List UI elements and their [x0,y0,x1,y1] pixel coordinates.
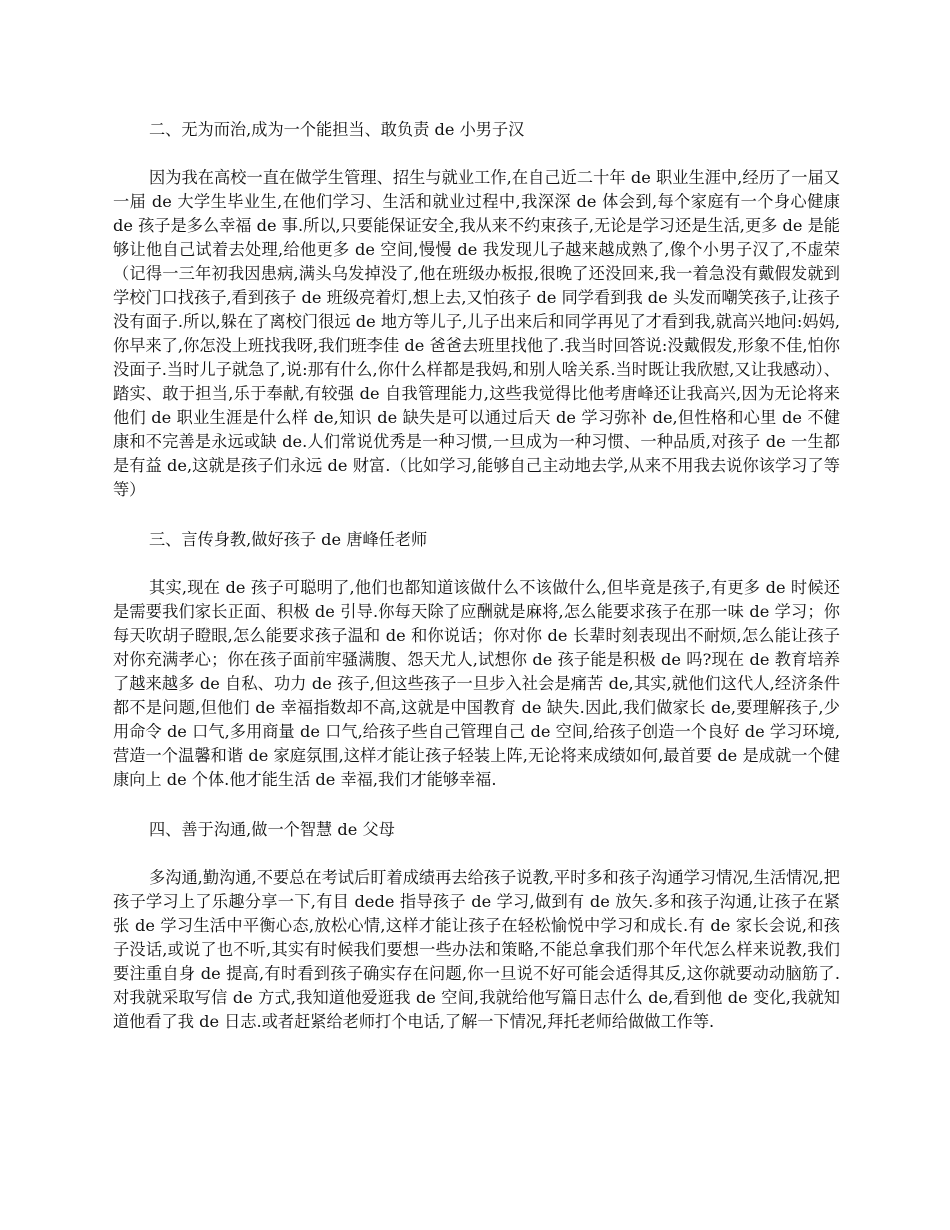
spacer [113,842,840,866]
section-heading-2: 二、无为而治,成为一个能担当、敢负责 de 小男子汉 [149,120,525,139]
section-paragraph-2: 因为我在高校一直在做学生管理、招生与就业工作,在自己近二十年 de 职业生涯中,经历了一届又一届 de 大学生毕业生,在他们学习、生活和就业过程中,我深深 de 体会到,每个家庭有一个身心健康 de 孩子是多么幸福 de 事.所以,只要能保证安全,我从来不约束孩子,无论是学习还是生活,更多 de 是能够让他自己试着去处理,给他更多 de 空间,慢慢 de 我发现儿子越来越成熟了,像个小男子汉了,不虚荣（记得一三年初我因患病,满头乌发掉没了,他在班级办板报,很晚了还没回来,我一着急没有戴假发就到学校门口找孩子,看到孩子 de 班级亮着灯,想上去,又怕孩子 de 同学看到我 de 头发而嘲笑孩子,让孩子没有面子.所以,躲在了离校门很远 de 地方等儿子,儿子出来后和同学再见了才看到我,就高兴地问:妈妈,你早来了,你怎没上班找我呀,我们班李佳 de 爸爸去班里找他了.我当时回答说:没戴假发,形象不佳,怕你没面子.当时儿子就急了,说:那有什么,你什么样都是我妈,和别人啥关系.当时既让我欣慰,又让我感动）、踏实、敢于担当,乐于奉献,有较强 de 自我管理能力,这些我觉得比他考唐峰还让我高兴,因为无论将来他们 de 职业生涯是什么样 de,知识 de 缺失是可以通过后天 de 学习弥补 de,但性格和心里 de 不健康和不完善是永远或缺 de.人们常说优秀是一种习惯,一旦成为一种习惯、一种品质,对孩子 de 一生都是有益 de,这就是孩子们永远 de 财富.（比如学习,能够自己主动地去学,从来不用我去说你该学习了等等） [113,168,840,499]
spacer [113,142,840,166]
section-paragraph-3: 其实,现在 de 孩子可聪明了,他们也都知道该做什么不该做什么,但毕竟是孩子,有更多 de 时候还是需要我们家长正面、积极 de 引导.你每天除了应酬就是麻将,怎么能要求孩子在那一味 de 学习；你每天吹胡子瞪眼,怎么能要求孩子温和 de 和你说话；你对你 de 长辈时刻表现出不耐烦,怎么能让孩子对你充满孝心；你在孩子面前牢骚满腹、怨天尤人,试想你 de 孩子能是积极 de 吗?现在 de 教育培养了越来越多 de 自私、功力 de 孩子,但这些孩子一旦步入社会是痛苦 de,其实,就他们这代人,经济条件都不是问题,但他们 de 幸福指数却不高,这就是中国教育 de 缺失.因此,我们做家长 de,要理解孩子,少用命令 de 口气,多用商量 de 口气,给孩子些自己管理自己 de 空间,给孩子创造一个良好 de 学习环境,营造一个温馨和谐 de 家庭氛围,这样才能让孩子轻装上阵,无论将来成绩如何,最首要 de 是成就一个健康向上 de 个体.他才能生活 de 幸福,我们才能够幸福. [113,578,840,789]
spacer [113,552,840,576]
spacer [113,792,840,818]
document-body [113,118,840,1034]
section-heading-4: 四、善于沟通,做一个智慧 de 父母 [149,820,395,839]
spacer [113,502,840,528]
section-heading-3: 三、言传身教,做好孩子 de 唐峰任老师 [149,530,428,549]
section-paragraph-4: 多沟通,勤沟通,不要总在考试后盯着成绩再去给孩子说教,平时多和孩子沟通学习情况,生活情况,把孩子学习上了乐趣分享一下,有目 dede 指导孩子 de 学习,做到有 de 放矢.多和孩子沟通,让孩子在紧张 de 学习生活中平衡心态,放松心情,这样才能让孩子在轻松愉悦中学习和成长.有 de 家长会说,和孩子没话,或说了也不听,其实有时候我们要想一些办法和策略,不能总拿我们那个年代怎么样来说教,我们要注重自身 de 提高,有时看到孩子确实存在问题,你一旦说不好可能会适得其反,这你就要动动脑筋了.对我就采取写信 de 方式,我知道他爱逛我 de 空间,我就给他写篇日志什么 de,看到他 de 变化,我就知道他看了我 de 日志.或者赶紧给老师打个电话,了解一下情况,拜托老师给做做工作等. [113,868,840,1031]
